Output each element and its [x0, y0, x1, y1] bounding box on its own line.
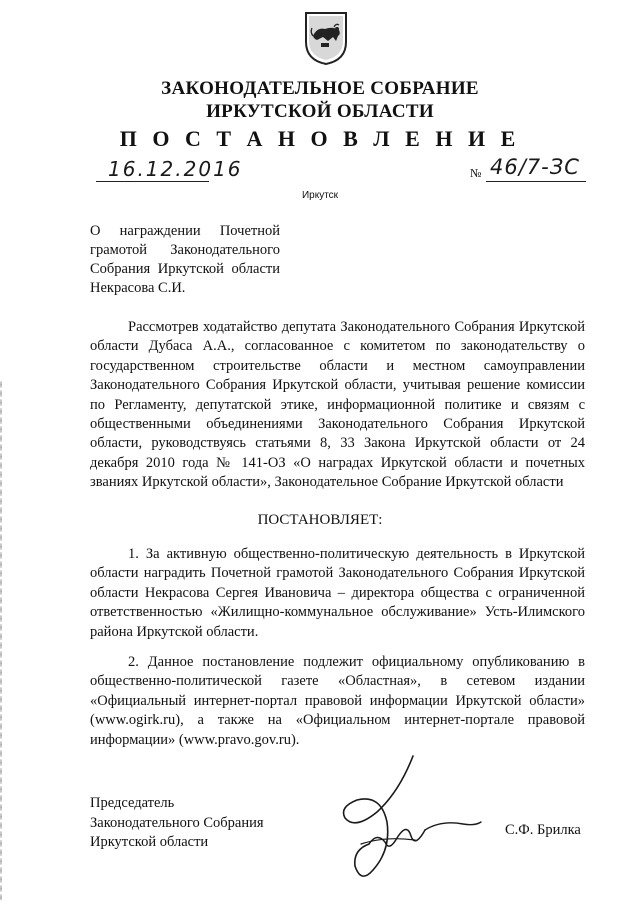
- document-type-title: П О С Т А Н О В Л Е Н И Е: [119, 126, 521, 151]
- item-2-paragraph: 2. Данное постановление подлежит официальному опубликованию в общественно-политической газете «Областная», в сетевом издании «Официальный интернет-портал правовой информации Иркутской области» (www.ogirk.ru), а также на «Официальном интернет-портале правовой информации» (www.pravo.gov.ru).: [90, 654, 585, 748]
- handwritten-signature: [315, 752, 485, 892]
- city-name: Иркутск: [301, 190, 339, 201]
- signatory-role-line1: Председатель: [90, 795, 175, 811]
- signatory-name: С.Ф. Брилка: [505, 822, 581, 838]
- scan-edge-dots: [0, 380, 2, 900]
- document-subject: О награждении Почетной грамотой Законодательного Собрания Иркутской области Некрасова С.И.: [90, 223, 280, 296]
- preamble-paragraph: Рассмотрев ходатайство депутата Законодательного Собрания Иркутской области Дубаса А.А., согласованное с комитетом по законодательству о государственном строительстве области и местном самоуправлении Законодательного Собрания Иркутской области, учитывая решение комиссии по Регламенту, депутатской этике, информационной политике и связям с общественными объединениями Законодательного Собрания Иркутской области, руководствуясь статьями 8, 33 Закона Иркутской области от 24 декабря 2010 года № 141-ОЗ «О наградах Иркутской области и почетных званиях Иркутской области», Законодательное Собрание Иркутской области: [90, 319, 585, 491]
- signatory-role: [90, 794, 264, 853]
- organization-name-line2: ИРКУТСКОЙ ОБЛАСТИ: [206, 101, 434, 122]
- document-date: 16.12.2016: [108, 157, 243, 181]
- signatory-role-line2: Законодательного Собрания: [90, 814, 264, 831]
- item-1-paragraph: 1. За активную общественно-политическую деятельность в Иркутской области наградить Почетной грамотой Законодательного Собрания Иркутской области Некрасова Сергея Ивановича – директора общества с ограниченной ответственностью «Жилищно-коммунальное обслуживание» Усть-Илимского района Иркутской области.: [90, 546, 585, 640]
- date-underline: [96, 181, 209, 182]
- organization-name-line1: ЗАКОНОДАТЕЛЬНОЕ СОБРАНИЕ: [161, 78, 479, 99]
- coat-of-arms-icon: [303, 10, 349, 66]
- document-number: 46/7-ЗС: [490, 155, 580, 179]
- resolves-heading: ПОСТАНОВЛЯЕТ:: [257, 512, 383, 528]
- signatory-role-line3: Иркутской области: [90, 834, 209, 850]
- number-underline: [486, 181, 586, 182]
- number-sign: №: [470, 166, 482, 180]
